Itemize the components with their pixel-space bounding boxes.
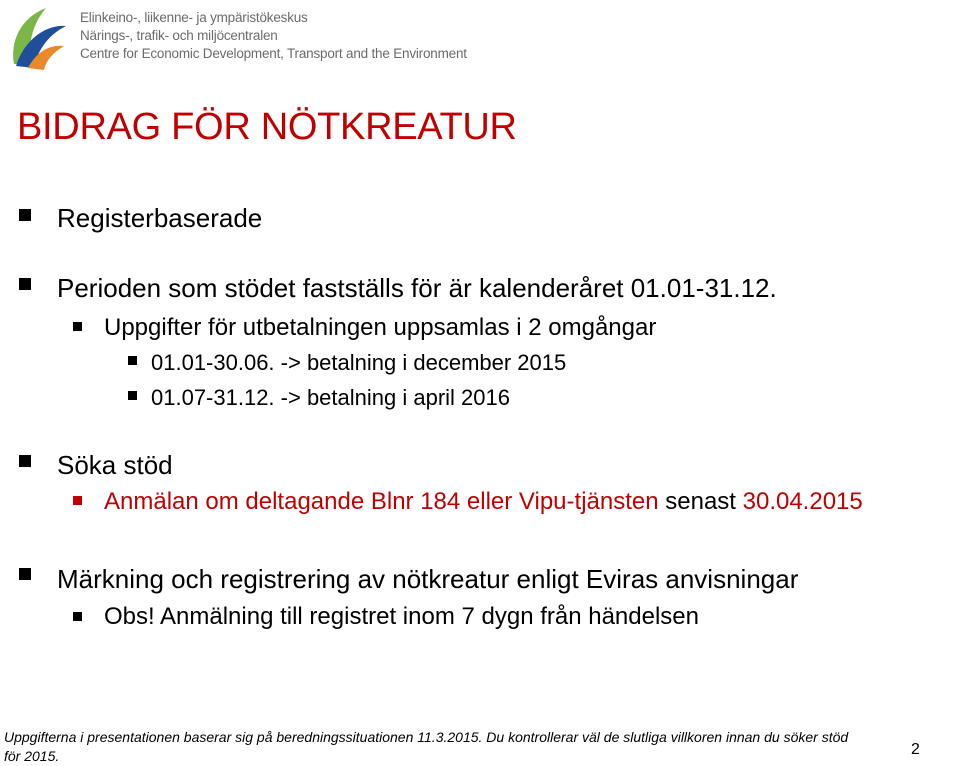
senast-text: senast bbox=[658, 488, 743, 515]
bullet-square-icon bbox=[19, 455, 31, 467]
bullet-soka-stod: Söka stöd bbox=[57, 450, 173, 480]
sub-bullet-uppgifter: Uppgifter för utbetalningen uppsamlas i 2 omgångar bbox=[104, 314, 657, 341]
bullet-perioden: Perioden som stödet fastställs för är kalenderåret 01.01-31.12. bbox=[57, 273, 777, 303]
bullet-markning: Märkning och registrering av nötkreatur enligt Eviras anvisningar bbox=[57, 564, 799, 594]
deadline-date: 30.04.2015 bbox=[742, 488, 863, 515]
sub-sub-bullet-december: 01.01-30.06. -> betalning i december 2015 bbox=[151, 350, 567, 375]
page-number: 2 bbox=[911, 741, 920, 758]
sub-sub-bullet-april: 01.07-31.12. -> betalning i april 2016 bbox=[151, 385, 510, 410]
bullet-square-icon bbox=[19, 278, 31, 290]
sub-bullet-anmalan bbox=[104, 487, 863, 517]
sub-bullet-square-icon bbox=[73, 612, 82, 621]
sub-sub-bullet-square-icon bbox=[128, 356, 137, 365]
anmalan-text: Anmälan om deltagande Blnr 184 eller Vipu-tjänsten bbox=[104, 488, 659, 515]
slide-title: BIDRAG FÖR NÖTKREATUR bbox=[17, 106, 517, 148]
sub-bullet-obs: Obs! Anmälning till registret inom 7 dygn från händelsen bbox=[104, 603, 699, 630]
sub-sub-bullet-square-icon bbox=[128, 391, 137, 400]
org-name-finnish: Elinkeino-, liikenne- ja ympäristökeskus bbox=[80, 10, 308, 25]
bullet-square-icon bbox=[19, 209, 31, 221]
organization-name bbox=[80, 9, 467, 63]
footer-note: Uppgifterna i presentationen baserar sig på beredningssituationen 11.3.2015. Du kontrollerar väl de slutliga villkoren innan du söker stöd för 2015. bbox=[4, 729, 849, 764]
sub-bullet-square-icon bbox=[73, 322, 82, 331]
org-name-swedish: Närings-, trafik- och miljöcentralen bbox=[80, 28, 278, 43]
bullet-registerbaserade: Registerbaserade bbox=[57, 203, 263, 233]
bullet-square-icon bbox=[19, 568, 31, 580]
sub-bullet-square-icon bbox=[73, 496, 82, 505]
ely-centre-logo-icon bbox=[6, 2, 70, 72]
org-name-english: Centre for Economic Development, Transport and the Environment bbox=[80, 46, 467, 61]
